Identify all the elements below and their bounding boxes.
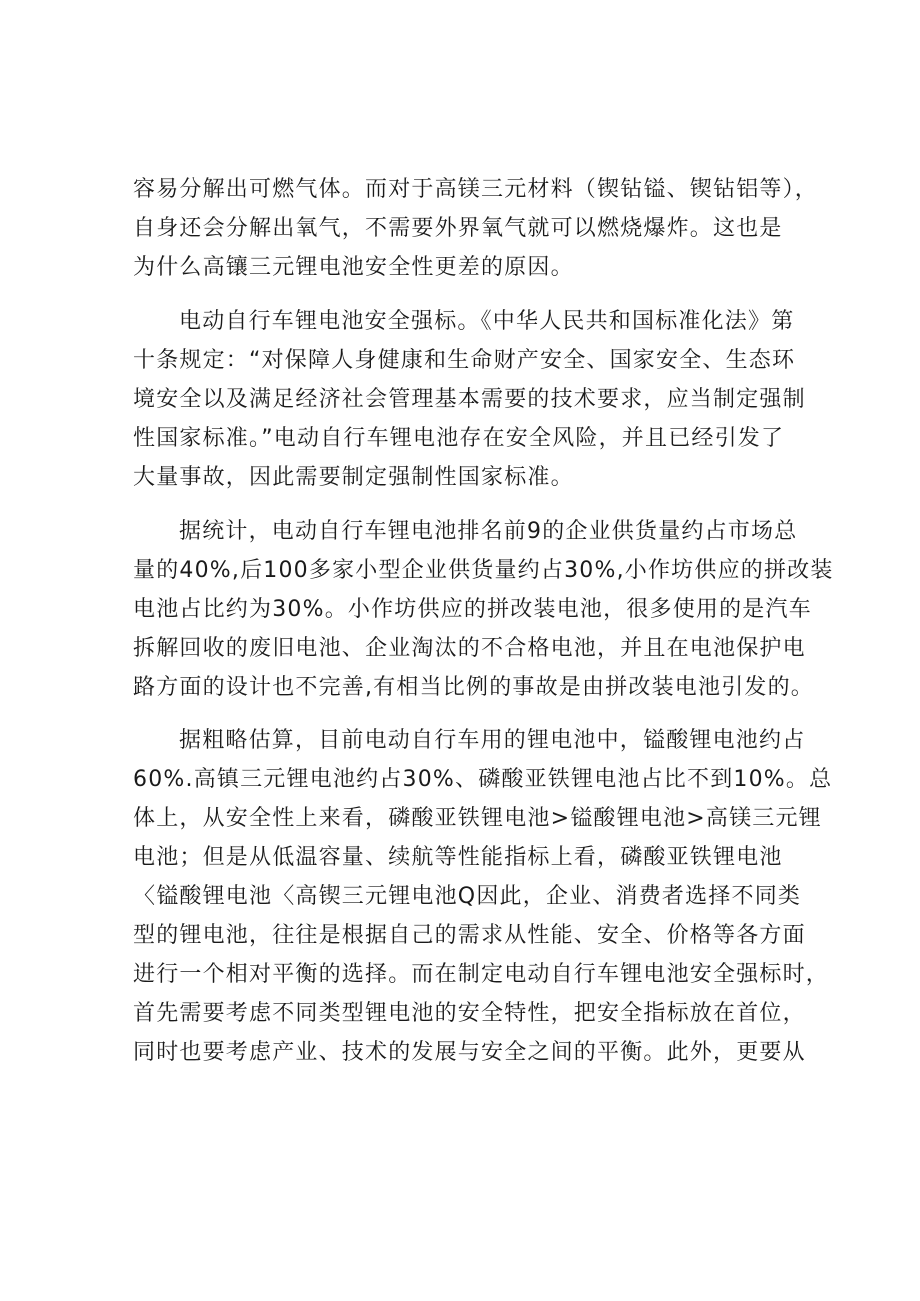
paragraph-line: 同时也要考虑产业、技术的发展与安全之间的平衡。此外，更要从 xyxy=(133,1040,806,1065)
paragraph-1 xyxy=(133,170,819,287)
paragraph-line: 电动自行车锂电池安全强标。《中华人民共和国标准化法》第 xyxy=(179,309,795,334)
paragraph-line: 为什么高镶三元锂电池安全性更差的原因。 xyxy=(133,255,574,280)
paragraph-line: 性国家标准。”电动自行车锂电池存在安全风险，并且已经引发了 xyxy=(133,426,785,451)
paragraph-line: 进行一个相对平衡的选择。而在制定电动自行车锂电池安全强标时， xyxy=(133,962,830,987)
paragraph-line: 〈镒酸锂电池〈高锲三元锂电池Q因此，企业、消费者选择不同类 xyxy=(133,884,802,909)
paragraph-line: 容易分解出可燃气体。而对于高镁三元材料（锲钻镒、锲钻铝等）， xyxy=(133,177,819,202)
paragraph-line: 电池；但是从低温容量、续航等性能指标上看，磷酸亚铁锂电池 xyxy=(133,845,783,870)
paragraph-line: 路方面的设计也不完善,有相当比例的事故是由拼改装电池引发的。 xyxy=(133,675,814,700)
paragraph-line: 大量事故，因此需要制定强制性国家标准。 xyxy=(133,465,574,490)
paragraph-line: 十条规定：“对保障人身健康和生命财产安全、国家安全、生态环 xyxy=(133,348,796,373)
paragraph-line: 体上，从安全性上来看，磷酸亚铁锂电池>镒酸锂电池>高镁三元锂 xyxy=(133,806,822,831)
paragraph-line: 首先需要考虑不同类型锂电池的安全特性，把安全指标放在首位， xyxy=(133,1001,806,1026)
paragraph-line: 拆解回收的废旧电池、企业淘汰的不合格电池，并且在电池保护电 xyxy=(133,636,806,661)
paragraph-line: 据统计，电动自行车锂电池排名前9的企业供货量约占市场总 xyxy=(179,519,798,544)
paragraph-line: 据粗略估算，目前电动自行车用的锂电池中，镒酸锂电池约占 xyxy=(179,728,806,753)
paragraph-3 xyxy=(133,512,834,707)
paragraph-line: 境安全以及满足经济社会管理基本需要的技术要求，应当制定强制 xyxy=(133,387,806,412)
paragraph-line: 电池占比约为30%。小作坊供应的拼改装电池，很多使用的是汽车 xyxy=(133,597,812,622)
paragraph-4 xyxy=(133,721,833,1072)
paragraph-line: 量的40%,后100多家小型企业供货量约占30%,小作坊供应的拼改装 xyxy=(133,558,834,583)
paragraph-line: 型的锂电池，往往是根据自己的需求从性能、安全、价格等各方面 xyxy=(133,923,806,948)
paragraph-line: 60%.高镇三元锂电池约占30%、磷酸亚铁锂电池占比不到10%。总 xyxy=(133,767,833,792)
paragraph-line: 自身还会分解出氧气，不需要外界氧气就可以燃烧爆炸。这也是 xyxy=(133,216,783,241)
paragraph-2 xyxy=(133,302,813,497)
document-body xyxy=(133,170,834,1072)
